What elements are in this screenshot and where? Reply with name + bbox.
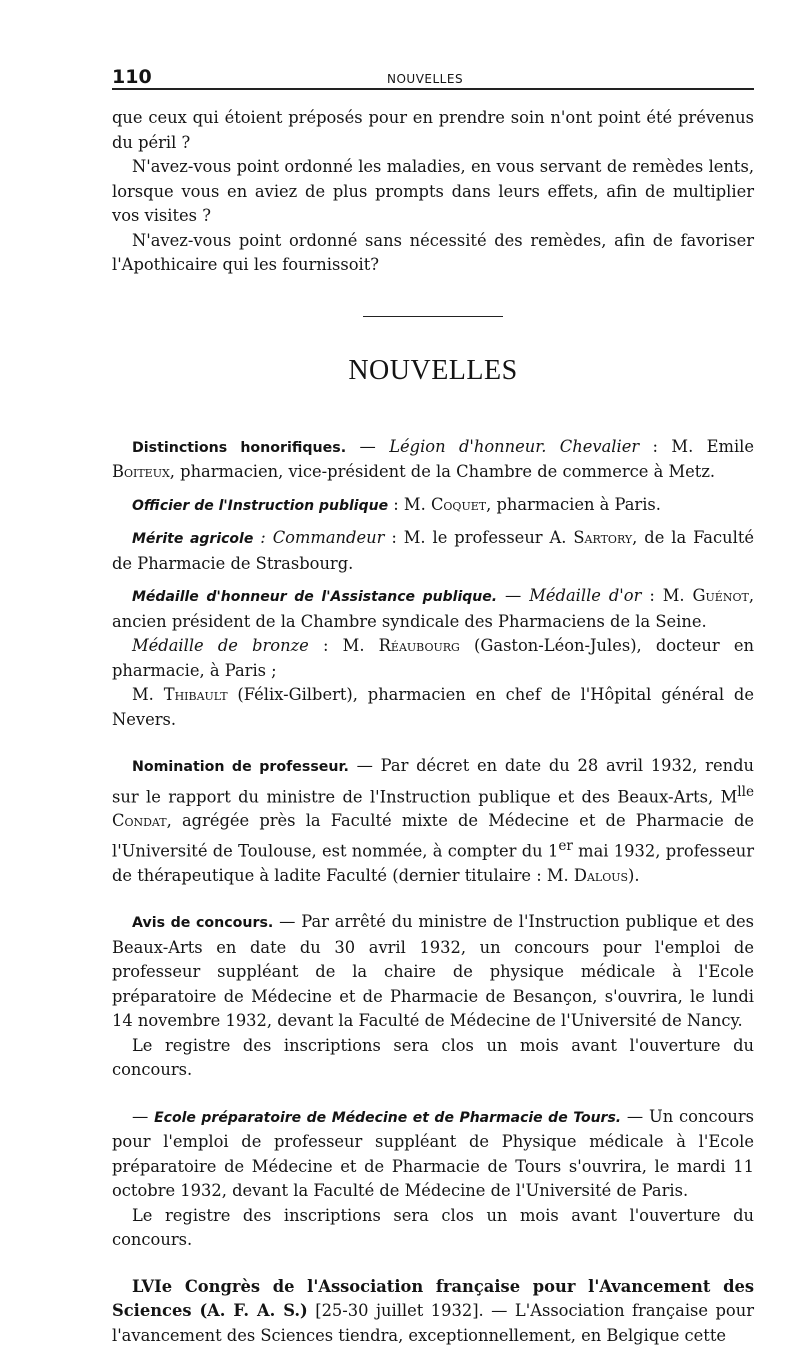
legion-honneur-label: Légion d'honneur. Chevalier bbox=[389, 436, 640, 456]
person-name: Dalous bbox=[573, 865, 629, 885]
person-name: Condat bbox=[112, 811, 167, 831]
tours-paragraph: — Ecole préparatoire de Médecine et de Pharmacie de Tours. — Un concours pour l'emploi de professeur suppléant de Physique médicale à l'Ecole préparatoire de Médecine et de Pharmacie de Tours s'ouvrira, le mardi 11 octobre 1932, devant la Faculté de Médecine de l'Université de Paris. bbox=[112, 1106, 755, 1201]
congres-heading: LVIe Congrès de l'Association française pour l'Avancement des Sciences (A. F. A. S.) bbox=[112, 1276, 754, 1321]
document-page bbox=[112, 60, 754, 1348]
person-name: Guénot bbox=[692, 586, 749, 605]
intro-paragraph-1: que ceux qui étoient préposés pour en prendre soin n'ont point été prévenus du péril ? bbox=[112, 108, 754, 152]
nomination-heading: Nomination de professeur. bbox=[132, 759, 349, 775]
concours-paragraph: Avis de concours. — Par arrêté du ministre de l'Instruction publique et des Beaux-Arts en date du 30 avril 1932, un concours pour l'emploi de professeur suppléant de la chaire de physique médicale à l'Ecole préparatoire de Médecine et de Pharmacie de Besançon, s'ouvrira, le lundi 14 novembre 1932, devant la Faculté de Médecine de l'Université de Nancy. bbox=[112, 912, 754, 1031]
congres-paragraph: LVIe Congrès de l'Association française pour l'Avancement des Sciences (A. F. A. S.) [25-30 juillet 1932]. — L'Association française pour l'avancement des Sciences tiendra, exceptionnellement, en Belgique cette bbox=[112, 1276, 754, 1345]
merite-paragraph: Mérite agricole : Commandeur : M. le professeur A. Sartory, de la Faculté de Pharmacie de Strasbourg. bbox=[112, 528, 755, 573]
distinctions-paragraph: Distinctions honorifiques. — Légion d'honneur. Chevalier : M. Emile Boiteux, pharmacien, vice-président de la Chambre de commerce à Metz. bbox=[112, 436, 755, 481]
concours-registre: Le registre des inscriptions sera clos un mois avant l'ouverture du concours. bbox=[112, 1035, 754, 1080]
intro-paragraph-2: N'avez-vous point ordonné les maladies, en vous servant de remèdes lents, lorsque vous en aviez de plus prompts dans leurs effets, afin de multiplier vos visites ? bbox=[112, 157, 754, 225]
thibault-paragraph: M. Thibault (Félix-Gilbert), pharmacien en chef de l'Hôpital général de Nevers. bbox=[112, 685, 754, 729]
person-name: Boiteux bbox=[112, 462, 170, 481]
officier-label: Officier de l'Instruction publique bbox=[132, 497, 389, 514]
person-name: Réaubourg bbox=[378, 636, 460, 655]
distinctions-heading: Distinctions honorifiques. bbox=[132, 439, 347, 456]
header-rule bbox=[112, 88, 754, 90]
merite-label: Mérite agricole bbox=[132, 531, 254, 547]
medaille-label: Médaille d'honneur de l'Assistance publique. bbox=[132, 589, 498, 605]
running-head bbox=[112, 60, 754, 88]
running-title: NOUVELLES bbox=[387, 72, 464, 86]
nomination-paragraph: Nomination de professeur. — Par décret en date du 28 avril 1932, rendu sur le rapport du ministre de l'Instruction publique et des Beaux-Arts, $M^{lle}$ Condat, agrégée près la Faculté mixte de Médecine et de Pharmacie de l'Université de Toulouse, est nommée, à compter du 1er mai 1932, professeur de thérapeutique à ladite Faculté (dernier titulaire : M. Dalous). bbox=[112, 756, 754, 885]
tours-heading: Ecole préparatoire de Médecine et de Pharmacie de Tours. bbox=[154, 1109, 622, 1126]
person-name: Coquet bbox=[430, 494, 487, 514]
intro-paragraph-3: N'avez-vous point ordonné sans nécessité des remèdes, afin de favoriser l'Apothicaire qui les fournissoit? bbox=[112, 230, 754, 274]
person-name: Thibault bbox=[163, 685, 228, 704]
officier-paragraph: Officier de l'Instruction publique : M. Coquet, pharmacien à Paris. bbox=[132, 494, 661, 514]
medaille-paragraph: Médaille d'honneur de l'Assistance publique. — Médaille d'or : M. Guénot, ancien président de la Chambre syndicale des Pharmaciens de la Seine. bbox=[112, 586, 755, 631]
page-number: 110 bbox=[112, 66, 152, 88]
concours-heading: Avis de concours. bbox=[132, 915, 274, 932]
section-divider bbox=[363, 316, 503, 317]
section-title: NOUVELLES bbox=[348, 354, 518, 386]
person-name: Sartory bbox=[573, 528, 633, 547]
tours-registre: Le registre des inscriptions sera clos un mois avant l'ouverture du concours. bbox=[112, 1205, 754, 1250]
bronze-label: Médaille de bronze bbox=[132, 636, 309, 655]
bronze-paragraph: Médaille de bronze : M. Réaubourg (Gaston-Léon-Jules), docteur en pharmacie, à Paris ; bbox=[112, 636, 754, 680]
